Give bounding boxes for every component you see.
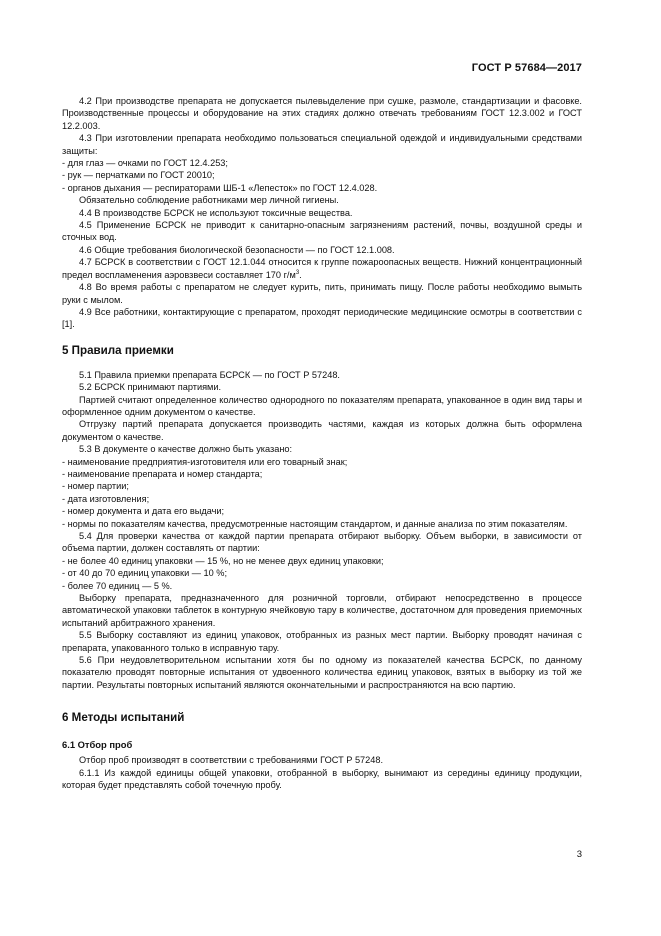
paragraph-5-1: 5.1 Правила приемки препарата БСРСК — по ГОСТ Р 57248.: [79, 369, 340, 380]
paragraph-4-2: 4.2 При производстве препарата не допускается пылевыделение при сушке, размоле, стандартизации и фасовке. Производственные процессы и оборудование на этих стадиях должно отвечать требованиям ГОСТ 12.3.002 и ГОСТ 12.2.003.: [62, 96, 582, 131]
paragraph-4-3: 4.3 При изготовлении препарата необходимо пользоваться специальной одеждой и индивидуальными средствами защиты:: [62, 133, 582, 156]
paragraph-4-8: 4.8 Во время работы с препаратом не следует курить, пить, принимать пищу. После работы необходимо вымыть руки с мылом.: [62, 282, 582, 305]
paragraph-4-5: 4.5 Применение БСРСК не приводит к санитарно-опасным загрязнениям растений, почвы, воздушной среды и сточных вод.: [62, 220, 582, 243]
period: .: [299, 269, 302, 280]
list-item: - от 40 до 70 единиц упаковки — 10 %;: [62, 568, 227, 579]
list-item: - для глаз — очками по ГОСТ 12.4.253;: [62, 158, 228, 169]
paragraph-4-9: 4.9 Все работники, контактирующие с препаратом, проходят периодические медицинские осмотры в соответствии с [1].: [62, 306, 582, 330]
paragraph-6-1-1: 6.1.1 Из каждой единицы общей упаковки, отобранной в выборку, вынимают из середины единицу продукции, которая будет представлять собой точечную пробу.: [62, 767, 582, 791]
paragraph-5-2: 5.2 БСРСК принимают партиями.: [79, 382, 222, 393]
paragraph-5-4: 5.4 Для проверки качества от каждой партии препарата отбирают выборку. Объем выборки, в зависимости от объема партии, должен составлять от партии:: [62, 531, 582, 554]
list-item: - нормы по показателям качества, предусмотренные настоящим стандартом, и данные анализа по этим показателям.: [62, 518, 568, 529]
list-item: - номер партии;: [62, 481, 129, 492]
paragraph-4-6: 4.6 Общие требования биологической безопасности — по ГОСТ 12.1.008.: [79, 244, 395, 255]
list-item: - номер документа и дата его выдачи;: [62, 506, 225, 517]
list-item: - более 70 единиц — 5 %.: [62, 580, 173, 591]
list-item: - наименование предприятия-изготовителя или его товарный знак;: [62, 456, 348, 467]
page-number: 3: [576, 849, 582, 860]
paragraph-4-7-text: 4.7 БСРСК в соответствии с ГОСТ 12.1.044 относится к группе пожароопасных веществ. Нижний концентрационный предел воспламенения аэровзвеси составляет 170 г/м: [62, 257, 582, 280]
document-body: [62, 95, 582, 792]
paragraph: Выборку препарата, предназначенного для розничной торговли, отбирают непосредственно в процессе автоматической упаковки таблеток в контурную ячейковую тару в количестве, достаточном для проведения приемочных испытаний арбитражного хранения.: [62, 593, 582, 628]
paragraph: Отбор проб производят в соответствии с требованиями ГОСТ Р 57248.: [79, 755, 384, 766]
document-header: ГОСТ Р 57684—2017: [471, 62, 582, 74]
subsection-6-1-title: 6.1 Отбор проб: [62, 739, 133, 751]
paragraph-4-4: 4.4 В производстве БСРСК не используют токсичные вещества.: [79, 207, 353, 218]
paragraph: Обязательно соблюдение работниками мер личной гигиены.: [79, 195, 339, 206]
paragraph: Отгрузку партий препарата допускается производить частями, каждая из которых должна быть оформлена документом о качестве.: [62, 419, 582, 442]
paragraph: Партией считают определенное количество однородного по показателям препарата, упакованное в один вид тары и оформленное одним документом о качестве.: [62, 394, 582, 417]
superscript: 3: [295, 269, 300, 276]
list-item: - наименование препарата и номер стандарта;: [62, 468, 263, 479]
section-5-title: 5 Правила приемки: [62, 343, 174, 357]
section-6-title: 6 Методы испытаний: [62, 711, 185, 725]
list-item: - рук — перчатками по ГОСТ 20010;: [62, 170, 215, 181]
paragraph-4-7: [62, 256, 582, 281]
list-item: - дата изготовления;: [62, 493, 150, 504]
paragraph-5-5: 5.5 Выборку составляют из единиц упаковок, отобранных из разных мест партии. Выборку проводят начиная с препарата, упакованного только в исправную тару.: [62, 630, 582, 653]
paragraph-5-3: 5.3 В документе о качестве должно быть указано:: [79, 444, 293, 455]
list-item: - органов дыхания — респираторами ШБ-1 «Лепесток» по ГОСТ 12.4.028.: [62, 182, 378, 193]
list-item: - не более 40 единиц упаковки — 15 %, но не менее двух единиц упаковки;: [62, 555, 384, 566]
paragraph-5-6: 5.6 При неудовлетворительном испытании хотя бы по одному из показателей качества БСРСК, по данному показателю проводят повторные испытания от удвоенного количества единиц упаковок, взятых в выборку из той же партии. Результаты повторных испытаний являются окончательными и распространяются на всю партию.: [62, 655, 582, 690]
